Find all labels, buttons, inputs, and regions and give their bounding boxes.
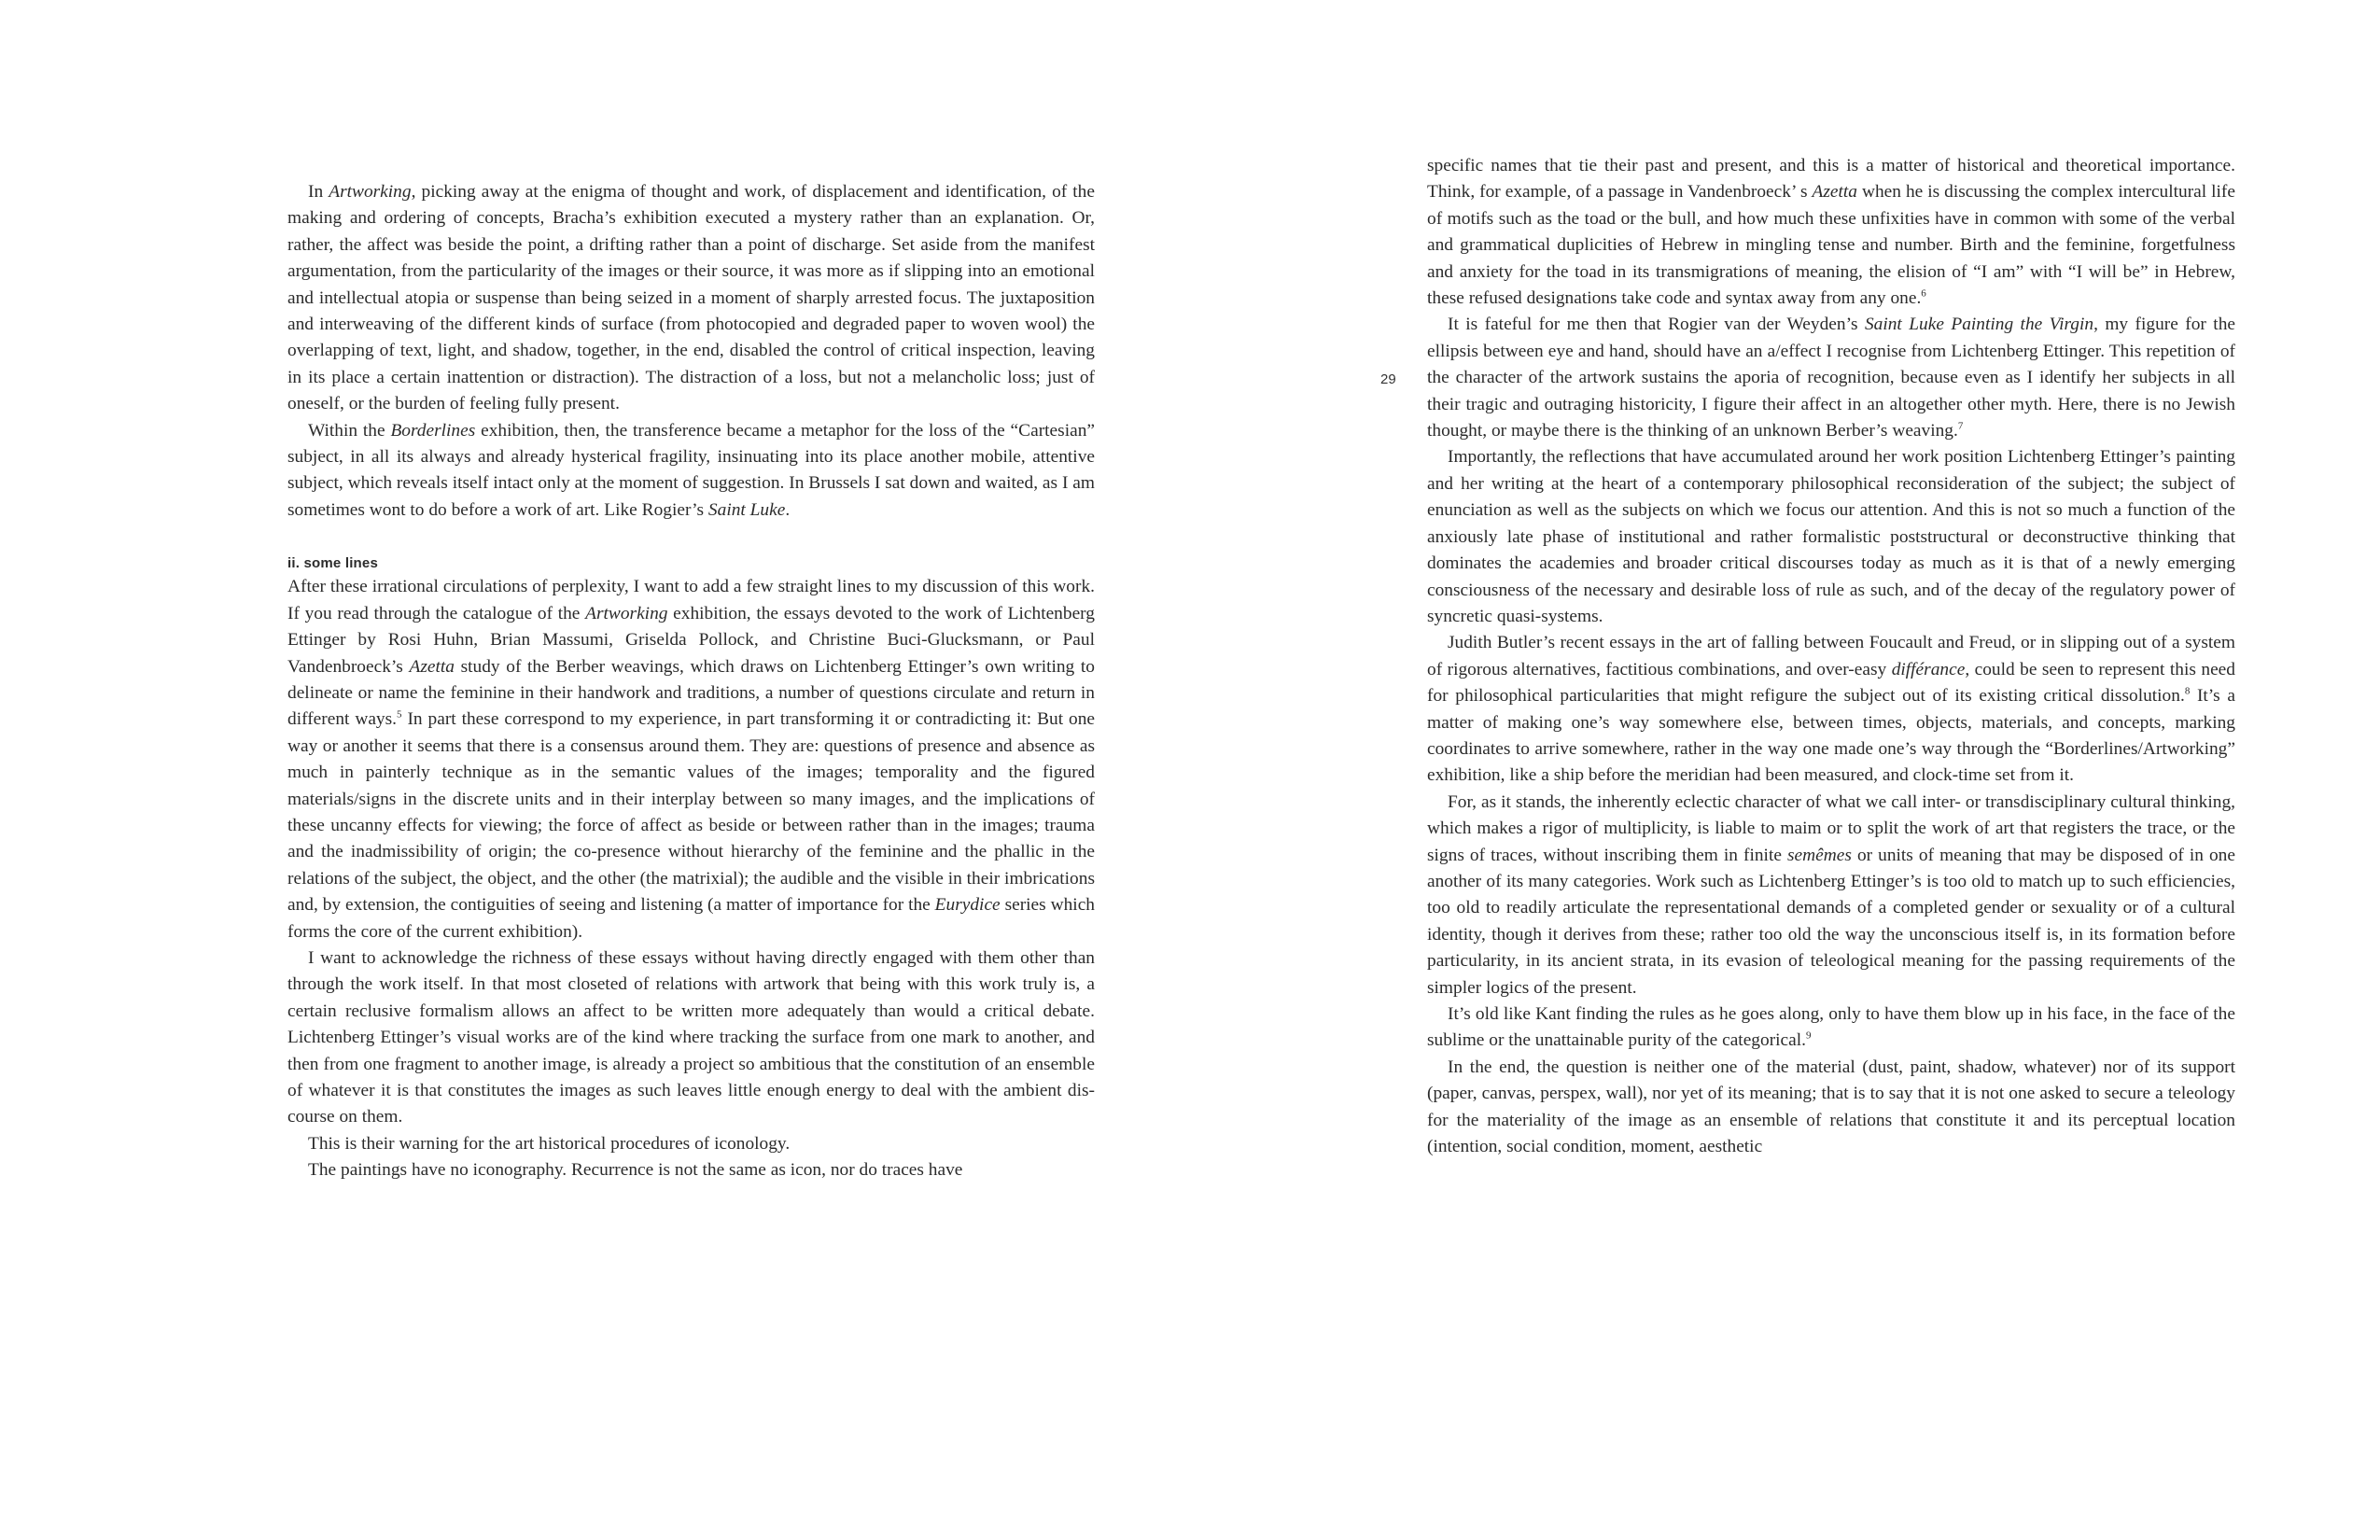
paragraph: After these irrational circulations of perplexity, I want to add a few straight lines to my discussion of this work. If you read through the catalogue of the Artworking exhibition, the essays devoted to the work of Lichtenberg Ettinger by Rosi Huhn, Brian Massumi, Griselda Pollock, and Christine Buci-Glucksmann, or Paul Vandenbroeck’s Azetta study of the Berber weavings, which draws on Lichtenberg Ettinger’s own writing to delineate or name the feminine in their handwork and traditions, a number of questions circulate and return in different ways.$^5$ In part these correspond to my experience, in part transforming it or contradicting it: But one way or another it seems that there is a consensus around them. They are: questions of presence and absence as much in painterly technique as in the semantic values of the images; temporality and the figured materials/signs in the discrete units and in their interplay between so many images, and the implications of these uncanny effects for viewing; the force of affect as beside or between rather than in the images; trauma and the inadmissibility of origin; the co-presence without hierarchy of the feminine and the phallic in the relations of the subject, the object, and the other (the matrixial); the audible and the visible in their imbrications and, by extension, the contiguities of seeing and listening (a matter of importance for the Eurydice series which forms the core of the current exhibition). bbox=[287, 577, 1095, 942]
italic-text: Borderlines bbox=[390, 420, 476, 441]
page-number: 29 bbox=[1380, 371, 1396, 387]
section-gap bbox=[287, 524, 1095, 550]
left-text-column bbox=[287, 179, 1095, 1184]
paragraph: In the end, the question is neither one of the material (dust, paint, shadow, whatever) nor of its support (paper, canvas, perspex, wall), nor yet of its meaning; that is to say that it is not one asked to secure a teleology for the materiality of the image as an ensemble of relations that constitute it and its perceptual location (intention, social condition, moment, aesthetic bbox=[1427, 1057, 2235, 1157]
left-bottom-paragraphs bbox=[287, 574, 1095, 1183]
section-heading: ii. some lines bbox=[287, 555, 379, 572]
paragraph: I want to acknowledge the richness of these essays without having directly engaged with them other than through the work itself. In that most closeted of relations with artwork that being with this work truly is, a certain reclusive formalism allows an affect to be written more adequately than would a critical debate. Lichtenberg Ettinger’s visual works are of the kind where tracking the surface from one mark to another, and then from one fragment to another image, is already a project so ambitious that the constitution of an ensemble of whatever it is that constitutes the images as such leaves little enough energy to deal with the ambient discourse on them. bbox=[287, 947, 1095, 1127]
right-page bbox=[1190, 0, 2380, 1540]
paragraph: It is fateful for me then that Rogier van der Weyden’s Saint Luke Painting the Virgin, my figure for the ellipsis between eye and hand, should have an a/effect I recognise from Lichtenberg Ettinger. This repetition of the character of the artwork sustains the aporia of recognition, because even as I identify her subjects in all their tragic and outraging historicity, I figure their affect in an altogether other myth. Here, there is no Jewish thought, or maybe there is the thinking of an unknown Berber’s weaving.$^7$ bbox=[1427, 315, 2235, 441]
italic-text: Azetta bbox=[1812, 182, 1857, 203]
italic-text: semêmes bbox=[1786, 845, 1852, 865]
paragraph: This is their warning for the art historical procedures of iconology. bbox=[308, 1133, 791, 1154]
footnote-marker: 6 bbox=[1921, 287, 1926, 300]
italic-text: différance bbox=[1891, 659, 1966, 679]
paragraph: In Artworking, picking away at the enigma of thought and work, of displacement and identification, of the making and ordering of concepts, Bracha’s exhibition executed a mystery rather than an explanation. Or, rather, the affect was beside the point, a drifting rather than a point of discharge. Set aside from the manifest argumentation, from the particularity of the images or their source, it was more as if slipping into an emotional and intellectual atopia or suspense than being seized in a moment of sharply arrested focus. The juxtaposition and interweaving of the different kinds of surface (from photocopied and degraded paper to woven wool) the overlapping of text, light, and shadow, together, in the end, disabled the control of critical inspection, leaving in its place a certain inattention or distraction). The distraction of a loss, but not a melancholic loss; just of oneself, or the burden of feeling fully present. bbox=[287, 182, 1095, 414]
paragraph: The paintings have no iconography. Recurrence is not the same as icon, nor do traces have bbox=[308, 1160, 963, 1181]
italic-text: Artworking bbox=[329, 182, 412, 202]
paragraph: Judith Butler’s recent essays in the art of falling between Foucault and Freud, or in slipping out of a system of rigorous alternatives, factitious combinations, and over-easy différance, could be seen to represent this need for philosophical particularities that might refigure the subject out of its existing critical dissolution.$^8$ It’s a matter of making one’s way somewhere else, between times, objects, materials, and concepts, marking coordinates to arrive somewhere, rather in the way one made one’s way through the “Borderlines/Artworking” exhibition, like a ship before the meridian had been measured, and clock-time set from it. bbox=[1427, 633, 2235, 786]
paragraph: specific names that tie their past and present, and this is a matter of historical and theoretical importance. Think, for example, of a passage in Vandenbroeck’ s Azetta when he is discussing the complex intercultural life of motifs such as the toad or the bull, and how much these unfixities have in common with some of the verbal and grammatical duplicities of Hebrew in mingling tense and number. Birth and the feminine, forgetfulness and anxiety for the toad in its transmigrations of meaning, the elision of “I am” with “I will be” in Hebrew, these refused designations take code and syntax away from any one.$^6$ bbox=[1427, 156, 2235, 309]
italic-text: Saint Luke bbox=[707, 499, 786, 520]
paragraph: It’s old like Kant finding the rules as he goes along, only to have them blow up in his face, in the face of the sublime or the unattainable purity of the categorical.$^9$ bbox=[1427, 1004, 2235, 1051]
italic-text: Saint Luke Painting the Virgin bbox=[1864, 315, 2094, 335]
italic-text: Azetta bbox=[409, 656, 455, 677]
italic-text: Eurydice bbox=[934, 895, 1001, 916]
footnote-marker: 9 bbox=[1805, 1029, 1812, 1042]
paragraph: Importantly, the reflections that have accumulated around her work position Lichtenberg Ettinger’s painting and her writing at the heart of a contemporary philosophical reconsideration of the subject; the subject of enunciation as well as the subjects on which we focus our attention. And this is not so much a function of the anxiously late phase of institutional and rather formalistic poststructural or deconstructive thinking that dominates the academies and broader critical discourses today as much as it is that of a newly emerging consciousness of the necessary and desirable loss of rule as such, and of the decay of the regulatory power of syncretic quasi-systems. bbox=[1427, 447, 2235, 626]
footnote-marker: 7 bbox=[1957, 420, 1964, 432]
left-top-paragraphs bbox=[287, 179, 1095, 524]
paragraph: Within the Borderlines exhibition, then, the transference became a metaphor for the loss of the “Cartesian” subject, in all its always and already hysterical fragility, insinuating into its place another mobile, attentive subject, which reveals itself intact only at the moment of suggestion. In Brussels I sat down and waited, as I am sometimes wont to do before a work of art. Like Rogier’s Saint Luke. bbox=[287, 420, 1095, 520]
paragraph: For, as it stands, the inherently eclectic character of what we call inter- or transdisciplinary cultural thinking, which makes a rigor of multiplicity, is liable to maim or to split the work of art that registers the trace, or the signs of traces, without inscribing them in finite semêmes or units of meaning that may be disposed of in one another of its many categories. Work such as Lichtenberg Ettinger’s is too old to match up to such efficiencies, too old to readily articulate the representational demands of a completed gender or sexuality or of a cultural identity, though it derives from these; rather too old the way the unconscious itself is, in its formation before particularity, in its ancient strata, in its evasion of teleological meaning for the passing requirements of the simpler logics of the present. bbox=[1427, 791, 2235, 998]
right-paragraphs bbox=[1427, 153, 2235, 1160]
italic-text: Artworking bbox=[585, 603, 668, 623]
footnote-marker: 8 bbox=[2184, 685, 2191, 697]
footnote-marker: 5 bbox=[397, 708, 402, 721]
right-text-column bbox=[1427, 153, 2235, 1160]
